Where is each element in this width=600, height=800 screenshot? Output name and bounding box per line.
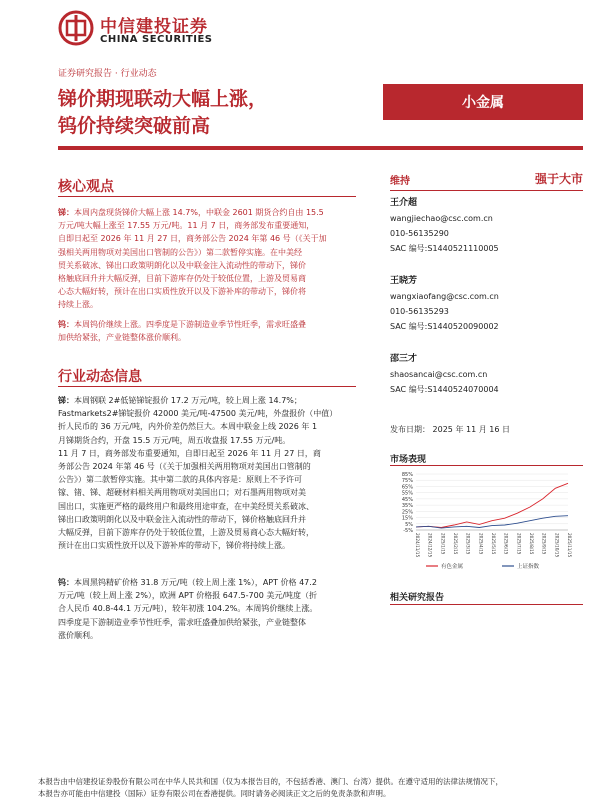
paragraph-line <box>58 407 356 420</box>
analyst-name: 邵三才 <box>390 354 418 364</box>
sector-banner: 小金属 <box>383 84 583 120</box>
paragraph-line <box>58 394 356 407</box>
paragraph-text: 加供给紧张，产业链整体涨价顺利。 <box>58 333 186 343</box>
chart-x-tick-label: 2025/2/15 <box>453 533 458 555</box>
paragraph-text: 务部公告 2024 年第 46 号（《关于加强相关两用物项对美国出口管制的 <box>58 462 311 472</box>
chart-y-tick-label: 55% <box>401 490 413 497</box>
paragraph-line <box>58 420 356 433</box>
paragraph-text: 万元/吨（较上周上涨 2%），欧洲 APT 价格报 647.5-700 美元/吨度（折 <box>58 591 318 601</box>
industry-antimony-paragraph <box>58 394 356 552</box>
core-antimony-paragraph <box>58 206 356 312</box>
market-performance-divider <box>390 465 583 466</box>
chart-x-tick-label: 2025/6/15 <box>503 533 509 555</box>
chart-legend-label: 有色金属 <box>441 564 464 570</box>
analyst-sac: SAC 编号:S1440521110005 <box>390 244 499 253</box>
chart-legend-label: 上证指数 <box>517 564 540 570</box>
chart-y-tick-label: 25% <box>401 509 413 516</box>
paragraph-line <box>58 447 356 460</box>
paragraph-line <box>58 473 356 486</box>
chart-x-tick-label: 2025/9/15 <box>541 533 547 555</box>
paragraph-line <box>58 602 356 615</box>
paragraph-text: 强相关两用物项对美国出口管制的公告》）第二款暂停实施。在中美经 <box>58 247 302 257</box>
chart-x-tick-label: 2024/12/15 <box>427 533 433 558</box>
paragraph-line <box>58 285 356 298</box>
market-performance-chart <box>390 468 583 576</box>
chart-x-tick-label: 2025/5/15 <box>491 533 496 555</box>
paragraph-line <box>58 500 356 513</box>
chart-x-tick-label: 2025/8/15 <box>529 533 534 555</box>
related-reports-heading: 相关研究报告 <box>390 593 445 603</box>
paragraph-line <box>58 576 356 589</box>
paragraph-line <box>58 616 356 629</box>
header-divider <box>58 146 583 150</box>
paragraph-text: 持续上涨。 <box>58 300 98 310</box>
chart-y-tick-label: 75% <box>401 478 413 485</box>
paragraph-text: 格触底回升并大幅反弹，目前下游库存仍处于较低位置，上游及贸易商 <box>58 274 306 284</box>
analyst-sac: SAC 编号:S1440520090002 <box>390 322 499 331</box>
paragraph-text: 月锑期货合约，开盘 15.5 万元/吨，周五收盘报 17.55 万元/吨。 <box>58 435 291 445</box>
chart-y-tick-label: -5% <box>403 528 413 534</box>
chart-y-tick-label: 45% <box>401 496 413 503</box>
csc-logo-icon <box>58 10 94 46</box>
paragraph-line <box>58 526 356 539</box>
analyst-name: 王晓芳 <box>390 276 418 286</box>
analyst-card <box>390 196 583 256</box>
chart-x-tick-label: 2025/3/15 <box>465 533 471 555</box>
paragraph-line <box>58 589 356 602</box>
chart-x-tick-label: 2025/10/15 <box>554 533 560 558</box>
brand-name-en: CHINA SECURITIES <box>100 34 213 45</box>
paragraph-text: 镓、锗、锑、超硬材料相关两用物项对美国出口；对石墨两用物项对美 <box>58 488 306 498</box>
core-tungsten-paragraph <box>58 318 356 344</box>
chart-x-tick-label: 2025/4/15 <box>478 533 484 555</box>
paragraph-line <box>58 219 356 232</box>
paragraph-line <box>58 486 356 499</box>
industry-info-heading: 行业动态信息 <box>58 369 142 385</box>
paragraph-line <box>58 629 356 642</box>
disclaimer-line-1: 本报告由中信建投证券股份有限公司在中华人民共和国（仅为本报告目的，不包括香港、澳门、台湾）提供。在遵守适用的法律法规情况下， <box>38 777 503 786</box>
paragraph-line <box>58 513 356 526</box>
paragraph-text: Fastmarkets2#锑锭报价 42000 美元/吨-47500 美元/吨，外盘报价（中值） <box>58 409 338 419</box>
chart-x-tick-label: 2025/7/15 <box>516 533 522 555</box>
disclaimer-footer <box>38 776 578 800</box>
chart-y-tick-label: 35% <box>401 503 413 510</box>
title-line-2: 钨价持续突破前高 <box>58 115 211 137</box>
publish-date: 发布日期： 2025 年 11 月 16 日 <box>390 425 510 434</box>
paragraph-line <box>58 539 356 552</box>
analyst-name: 王介超 <box>390 198 418 208</box>
paragraph-text: 本周钨价继续上涨。四季度是下游制造业季节性旺季，需求旺盛叠 <box>74 320 306 329</box>
industry-info-divider <box>58 386 356 387</box>
analyst-phone: 010-56135290 <box>390 229 449 238</box>
market-performance-heading: 市场表现 <box>390 455 427 465</box>
core-view-heading: 核心观点 <box>58 179 114 195</box>
chart-x-tick-label: 2025/1/15 <box>440 533 446 555</box>
rating-action: 维持 <box>390 176 410 187</box>
rating-value: 强于大市 <box>534 172 583 186</box>
paragraph-text: 涨价顺利。 <box>58 630 98 640</box>
paragraph-text: 11 月 7 日，商务部发布重要通知，自即日起至 2026 年 11 月 27 日，商 <box>58 448 321 458</box>
paragraph-text: 折人民币的 36 万元/吨，内外价差仍然巨大。本周中联金上线 2026 年 1 <box>58 422 318 432</box>
paragraph-line <box>58 272 356 285</box>
related-reports-divider <box>390 604 583 605</box>
paragraph-text: 心态大幅好转，预计在出口实质性放开以及下游补库的带动下，锑价将 <box>58 287 306 297</box>
rating-block <box>390 172 583 188</box>
disclaimer-line-2: 本报告亦可能由中信建投（国际）证券有限公司在香港提供。同时请务必阅读正文之后的免责条款和声明。 <box>38 789 391 798</box>
paragraph-lead: 钨： <box>58 578 74 587</box>
title-line-1: 锑价期现联动大幅上涨， <box>58 88 268 110</box>
analyst-phone: 010-56135293 <box>390 307 449 316</box>
analyst-email[interactable]: wangjiechao@csc.com.cn <box>390 214 493 223</box>
paragraph-lead: 钨： <box>58 320 74 329</box>
paragraph-text: 大幅反弹，目前下游库存仍处于较低位置，上游及贸易商心态大幅好转， <box>58 528 314 538</box>
paragraph-text: 国出口，实施更严格的最终用户和最终用途审查，在中美经贸关系破冰、 <box>58 501 314 511</box>
industry-tungsten-paragraph <box>58 576 356 642</box>
chart-y-tick-label: 65% <box>401 484 413 491</box>
paragraph-text: 本周内盘现货锑价大幅上涨 14.7%，中联金 2601 期货合约自由 15.5 <box>74 208 324 217</box>
report-title <box>58 86 267 140</box>
paragraph-text: 万元/吨大幅上涨至 17.55 万元/吨。11 月 7 日，商务部发布重要通知， <box>58 221 315 231</box>
paragraph-text: 本周钢联 2#低铋锑锭报价 17.2 万元/吨，较上周上涨 14.7%； <box>74 396 302 405</box>
chart-y-tick-label: 15% <box>401 515 413 522</box>
chart-y-tick-label: 85% <box>401 472 413 478</box>
paragraph-text: 本周黑钨精矿价格 31.8 万元/吨（较上周上涨 1%），APT 价格 47.2 <box>74 578 317 587</box>
paragraph-text: 四季度是下游制造业季节性旺季，需求旺盛叠加供给紧张，产业链整体 <box>58 617 306 627</box>
paragraph-text: 合人民币 40.8-44.1 万元/吨），较年初涨 104.2%。本周钨价继续上涨。 <box>58 604 318 614</box>
core-view-divider <box>58 196 356 197</box>
paragraph-line <box>58 331 356 344</box>
paragraph-text: 预计在出口实质性放开以及下游补库的带动下，锑价将持续上涨。 <box>58 541 290 551</box>
analyst-email[interactable]: wangxiaofang@csc.com.cn <box>390 292 499 301</box>
paragraph-line <box>58 246 356 259</box>
brand-logo <box>58 10 248 50</box>
analyst-card <box>390 352 583 397</box>
paragraph-line <box>58 460 356 473</box>
paragraph-text: 公告》）第二款暂停实施。其中第二款的具体内容是：原则上不予许可 <box>58 475 302 485</box>
analyst-sac: SAC 编号:S1440524070004 <box>390 385 499 394</box>
paragraph-lead: 锑： <box>58 208 74 217</box>
chart-x-tick-label: 2024/11/15 <box>415 533 420 558</box>
brand-name-cn: 中信建投证券 <box>100 17 208 37</box>
paragraph-lead: 锑： <box>58 396 74 405</box>
report-category: 证券研究报告 · 行业动态 <box>58 69 157 79</box>
paragraph-line <box>58 206 356 219</box>
chart-series-line-0 <box>416 483 568 527</box>
paragraph-line <box>58 259 356 272</box>
paragraph-line <box>58 298 356 311</box>
paragraph-line <box>58 232 356 245</box>
paragraph-text: 自即日起至 2026 年 11 月 27 日，商务部公告 2024 年第 46 号（《关于加 <box>58 234 327 244</box>
paragraph-line <box>58 434 356 447</box>
analyst-card <box>390 274 583 334</box>
paragraph-line <box>58 318 356 331</box>
paragraph-text: 贸关系破冰、锑出口政策明朗化以及中联金注入流动性的带动下，锑价 <box>58 260 306 270</box>
rating-divider <box>390 190 583 191</box>
analyst-email[interactable]: shaosancai@csc.com.cn <box>390 370 488 379</box>
chart-y-tick-label: 5% <box>405 521 413 528</box>
chart-x-tick-label: 2025/11/15 <box>567 533 572 558</box>
paragraph-text: 锑出口政策明朗化以及中联金注入流动性的带动下，锑价格触底回升并 <box>58 514 306 524</box>
